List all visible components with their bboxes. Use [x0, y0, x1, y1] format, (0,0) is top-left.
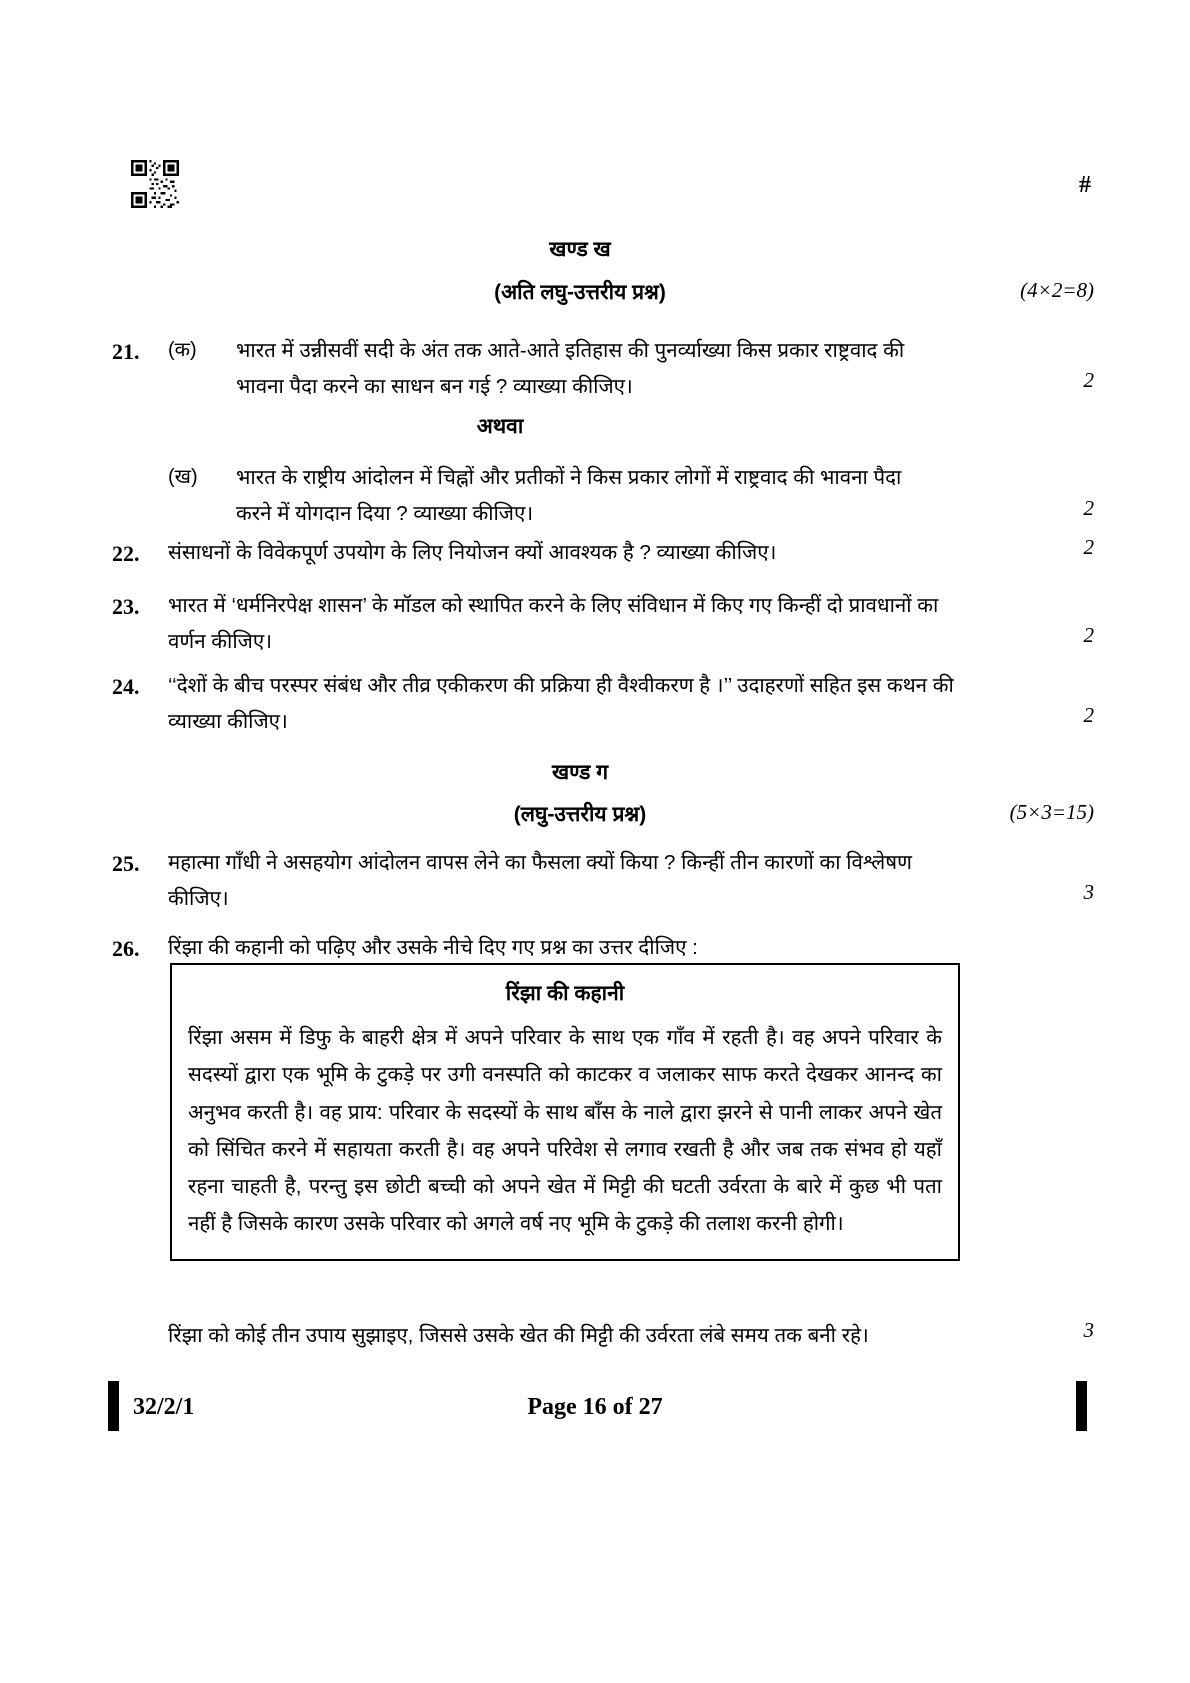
section-b-marks: (4×2=8) — [1020, 278, 1094, 302]
question-23-marks: 2 — [1083, 623, 1094, 647]
question-text: भारत के राष्ट्रीय आंदोलन में चिह्नों और प्रतीकों ने किस प्रकार लोगों में राष्ट्रवाद की भावना पैदा करने में योगदान दिया ? व्याख्या कीजिए। — [236, 466, 902, 526]
question-21a-marks: 2 — [1083, 368, 1094, 392]
final-question — [112, 1318, 992, 1354]
story-box — [170, 963, 960, 1261]
section-c-marks: (5×3=15) — [1009, 800, 1094, 824]
final-question-text: रिंझा को कोई तीन उपाय सुझाइए, जिससे उसके खेत की मिट्टी की उर्वरता लंबे समय तक बनी रहे। — [168, 1324, 869, 1347]
paper-code: 32/2/1 — [133, 1394, 195, 1420]
final-question-marks: 3 — [1083, 1318, 1094, 1342]
story-body: रिंझा असम में डिफु के बाहरी क्षेत्र में अपने परिवार के साथ एक गाँव में रहती है। वह अपने परिवार के सदस्यों द्वारा एक भूमि के टुकड़े पर उगी वनस्पति को काटकर व जलाकर साफ करते देखकर आनन्द का अनुभव करती है। वह प्राय: परिवार के सदस्यों के साथ बाँस के नाले द्वारा झरने से पानी लाकर अपने खेत को सिंचित करने में सहायता करती है। वह अपने परिवेश से लगाव रखती है और जब तक संभव हो यहाँ रहना चाहती है, परन्तु इस छोटी बच्ची को अपने खेत में मिट्टी की घटती उर्वरता के बारे में कुछ भी पता नहीं है जिसके कारण उसके परिवार को अगले वर्ष नए भूमि के टुकड़े की तलाश करनी होगी। — [188, 1026, 942, 1236]
section-b-title: खण्ड ख — [549, 238, 611, 261]
question-number: 26. — [112, 936, 140, 961]
question-21b-marks: 2 — [1083, 496, 1094, 520]
question-21a — [112, 333, 992, 406]
question-sublabel: (ख) — [168, 466, 198, 488]
question-number: 24. — [112, 674, 140, 699]
question-text: रिंझा की कहानी को पढ़िए और उसके नीचे दिए गए प्रश्न का उत्तर दीजिए : — [168, 936, 698, 959]
question-text: संसाधनों के विवेकपूर्ण उपयोग के लिए नियोजन क्यों आवश्यक है ? व्याख्या कीजिए। — [168, 541, 777, 564]
question-text: भारत में ‘धर्मनिरपेक्ष शासन’ के मॉडल को स्थापित करने के लिए संविधान में किए गए किन्हीं दो प्रावधानों का वर्णन कीजिए। — [168, 594, 939, 654]
question-25 — [112, 845, 992, 918]
page-number: Page 16 of 27 — [527, 1394, 663, 1420]
question-25-marks: 3 — [1083, 880, 1094, 904]
question-21b — [112, 460, 992, 533]
question-22 — [112, 535, 992, 574]
section-c-title: खण्ड ग — [551, 761, 609, 784]
question-number: 21. — [112, 339, 140, 364]
section-c-subtitle: (लघु-उत्तरीय प्रश्न) — [513, 803, 647, 826]
question-24 — [112, 668, 992, 741]
question-text: भारत में उन्नीसवीं सदी के अंत तक आते-आते इतिहास की पुनर्व्याख्या किस प्रकार राष्ट्रवाद की भावना पैदा करने का साधन बन गई ? व्याख्या कीजिए। — [236, 339, 905, 399]
question-number: 23. — [112, 594, 140, 619]
story-title: रिंझा की कहानी — [505, 982, 625, 1005]
question-22-marks: 2 — [1083, 535, 1094, 559]
question-number: 22. — [112, 541, 140, 566]
question-text: महात्मा गाँधी ने असहयोग आंदोलन वापस लेने का फैसला क्यों किया ? किन्हीं तीन कारणों का विश्लेषण कीजिए। — [168, 851, 912, 911]
question-sublabel: (क) — [168, 339, 197, 361]
question-number: 25. — [112, 851, 140, 876]
or-label: अथवा — [476, 415, 524, 438]
section-b-subtitle: (अति लघु-उत्तरीय प्रश्न) — [494, 281, 666, 304]
page-hash-mark: # — [1079, 172, 1090, 198]
question-text: ‘‘देशों के बीच परस्पर संबंध और तीव्र एकीकरण की प्रक्रिया ही वैश्वीकरण है ।’’ उदाहरणों सहित इस कथन की व्याख्या कीजिए। — [168, 674, 954, 734]
qr-code-icon — [131, 160, 179, 208]
question-24-marks: 2 — [1083, 703, 1094, 727]
question-23 — [112, 588, 992, 661]
